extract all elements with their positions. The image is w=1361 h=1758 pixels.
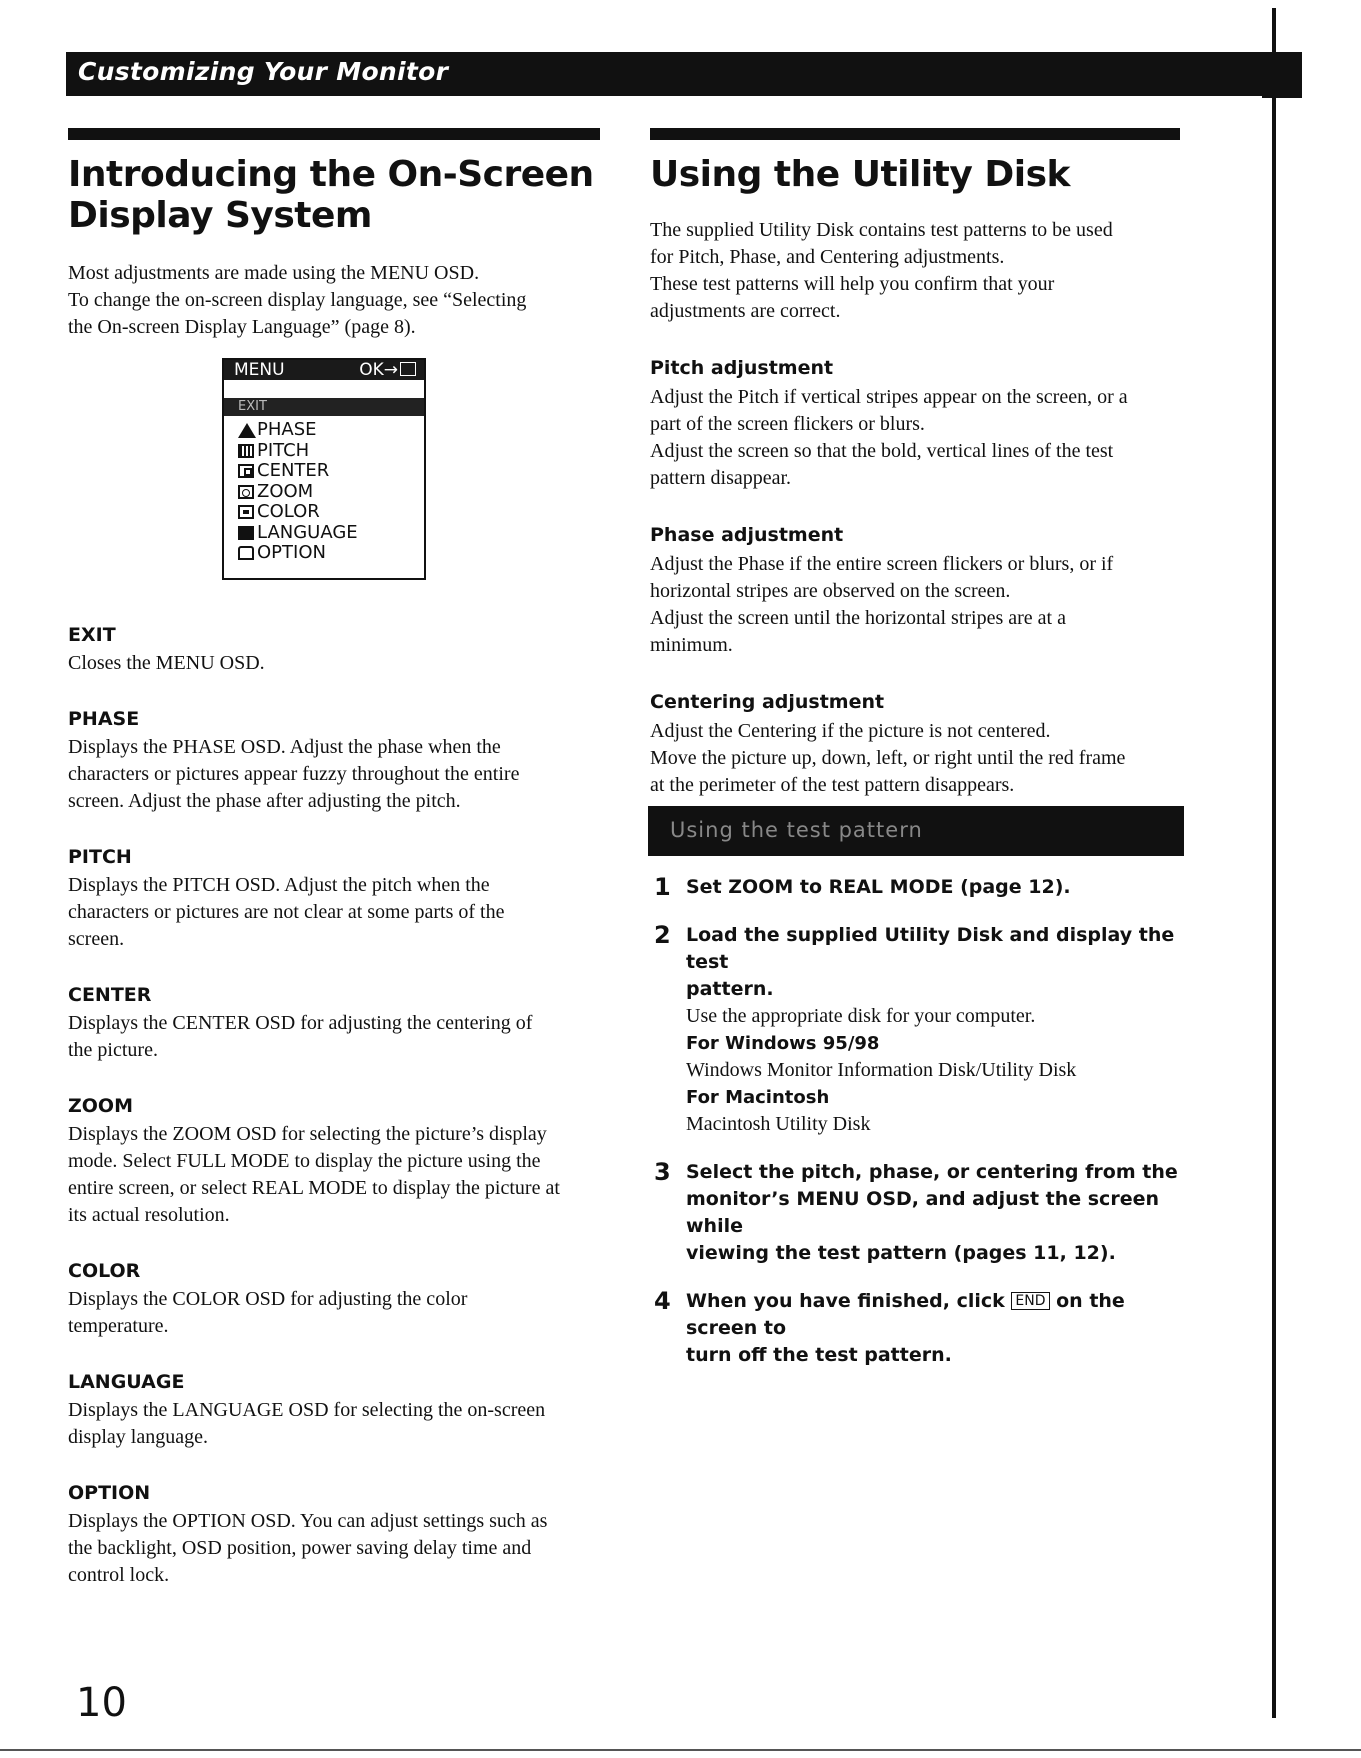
osd-item-definitions [68,622,628,1618]
right-intro-line: for Pitch, Phase, and Centering adjustments. [650,246,1005,268]
definition-term: COLOR [68,1260,141,1282]
step-title-line: monitor’s MENU OSD, and adjust the screen while [686,1188,1159,1237]
left-title-bar [68,128,600,140]
definition-line: control lock. [68,1564,170,1586]
step-body [686,1159,1194,1267]
definition-line: characters or pictures appear fuzzy throughout the entire [68,763,520,785]
osd-exit-row: EXIT [224,398,424,416]
phase-icon [238,423,256,438]
osd-ok-label [359,360,416,380]
pitch-icon [238,444,254,458]
definition-line: Closes the MENU OSD. [68,652,265,674]
zoom-icon [238,485,254,499]
osd-enter-icon [400,362,416,376]
right-title-bar [650,128,1180,140]
step-detail-line: Macintosh Utility Disk [686,1113,871,1135]
page-right-rule [1272,8,1276,1718]
step-3 [654,1159,1194,1267]
step-detail-line: Windows Monitor Information Disk/Utility Disk [686,1059,1077,1081]
definition-line: display language. [68,1426,208,1448]
step-text: on the screen to [686,1290,1125,1339]
osd-item-label: ZOOM [257,480,314,502]
subsection-line: Adjust the screen so that the bold, vertical lines of the test [650,440,1114,462]
osd-item-label: LANGUAGE [257,521,358,543]
osd-item-option [238,543,424,564]
definition-line: Displays the OPTION OSD. You can adjust settings such as [68,1510,548,1532]
osd-item-label: COLOR [257,501,320,522]
subsection-heading: Pitch adjustment [650,357,834,379]
phase-adjustment-section [650,522,1190,659]
definition-line: Displays the PHASE OSD. Adjust the phase when the [68,736,501,758]
test-pattern-steps [654,874,1194,1390]
center-icon [238,464,254,478]
right-intro-line: The supplied Utility Disk contains test patterns to be used [650,219,1113,241]
color-icon [238,505,254,519]
left-intro-line: To change the on-screen display language, see “Selecting [68,289,527,311]
right-intro-line: adjustments are correct. [650,300,841,322]
left-section-title [68,154,628,236]
end-key-label: END [1011,1292,1049,1310]
definition-term: PITCH [68,846,132,868]
language-icon [238,526,254,540]
definition-line: Displays the LANGUAGE OSD for selecting the on-screen [68,1399,546,1421]
definition-center [68,982,628,1064]
step-title-line: Set ZOOM to REAL MODE (page 12). [686,876,1071,898]
step-text: When you have finished, click [686,1290,1012,1312]
definition-line: mode. Select FULL MODE to display the picture using the [68,1150,541,1172]
definition-term: EXIT [68,624,116,646]
right-title-text: Using the Utility Disk [650,154,1070,195]
centering-adjustment-section [650,689,1190,799]
left-intro-line: Most adjustments are made using the MENU OSD. [68,262,480,284]
subsection-line: horizontal stripes are observed on the screen. [650,580,1011,602]
subsection-line: part of the screen flickers or blurs. [650,413,925,435]
definition-line: Displays the PITCH OSD. Adjust the pitch when the [68,874,490,896]
step-detail-line: Use the appropriate disk for your computer. [686,1005,1036,1027]
subsection-line: pattern disappear. [650,467,792,489]
subsection-line: Adjust the Phase if the entire screen flickers or blurs, or if [650,553,1114,575]
right-section-title [650,154,1190,195]
osd-item-list [224,420,424,564]
definition-line: entire screen, or select REAL MODE to display the picture at [68,1177,560,1199]
step-2 [654,922,1194,1138]
osd-item-center [238,461,424,482]
osd-item-label: CENTER [257,460,330,481]
step-title-line [686,1288,1194,1342]
menu-osd-illustration [222,358,426,580]
left-title-text: Introducing the On-Screen Display System [68,154,594,236]
definition-language [68,1369,628,1451]
definition-color [68,1258,628,1340]
page-number: 10 [76,1680,127,1726]
definition-term: LANGUAGE [68,1371,185,1393]
osd-item-label: PHASE [257,419,317,440]
osd-item-color [238,502,424,523]
subsection-line: Adjust the Pitch if vertical stripes appear on the screen, or a [650,386,1128,408]
osd-item-zoom [238,482,424,503]
osd-item-phase [238,420,424,441]
definition-line: Displays the ZOOM OSD for selecting the picture’s display [68,1123,547,1145]
definition-line: screen. Adjust the phase after adjusting the pitch. [68,790,461,812]
osd-item-label: PITCH [257,439,310,461]
step-title-line: Load the supplied Utility Disk and display the test [686,924,1175,973]
definition-term: OPTION [68,1482,151,1504]
header-title: Customizing Your Monitor [78,57,449,86]
right-intro [650,217,1190,325]
definition-line: characters or pictures are not clear at some parts of the [68,901,505,923]
page-bottom-line [0,1749,1361,1751]
step-4 [654,1288,1194,1369]
step-body [686,874,1194,901]
definition-line: the backlight, OSD position, power saving delay time and [68,1537,532,1559]
osd-header [224,360,424,380]
osd-item-language [238,523,424,544]
step-title-line: Select the pitch, phase, or centering from the [686,1161,1178,1183]
osd-menu-label: MENU [234,360,285,380]
definition-line: Displays the CENTER OSD for adjusting the centering of [68,1012,533,1034]
step-number: 1 [654,873,671,901]
subsection-heading: Phase adjustment [650,524,844,546]
definition-term: ZOOM [68,1095,133,1117]
definition-line: screen. [68,928,125,950]
subsection-heading: Centering adjustment [650,691,885,713]
subsection-line: Move the picture up, down, left, or right until the red frame [650,747,1126,769]
right-intro-line: These test patterns will help you confirm that your [650,273,1055,295]
right-column [650,128,1190,799]
step-number: 3 [654,1158,671,1186]
left-column [68,128,628,341]
left-intro-line: the On-screen Display Language” (page 8). [68,316,416,338]
option-icon [238,546,254,560]
pitch-adjustment-section [650,355,1190,492]
definition-phase [68,706,628,815]
step-title-line: viewing the test pattern (pages 11, 12). [686,1242,1116,1264]
osd-ok-text: OK→ [359,360,398,380]
osd-blank-row [224,380,424,398]
left-intro [68,260,628,341]
subsection-line: minimum. [650,634,733,656]
osd-item-pitch [238,441,424,462]
definition-line: the picture. [68,1039,158,1061]
step-detail-subhead: For Macintosh [686,1087,830,1108]
subsection-line: Adjust the Centering if the picture is not centered. [650,720,1051,742]
subsection-line: at the perimeter of the test pattern disappears. [650,774,1015,796]
definition-exit [68,622,628,677]
definition-pitch [68,844,628,953]
step-body [686,922,1194,1138]
definition-term: CENTER [68,984,152,1006]
step-1 [654,874,1194,901]
step-number: 2 [654,921,671,949]
step-number: 4 [654,1287,671,1315]
definition-line: temperature. [68,1315,169,1337]
definition-term: PHASE [68,708,140,730]
step-title-line: pattern. [686,978,774,1000]
osd-item-label: OPTION [257,542,326,563]
definition-line: Displays the COLOR OSD for adjusting the color [68,1288,468,1310]
definition-zoom [68,1093,628,1229]
subsection-line: Adjust the screen until the horizontal stripes are at a [650,607,1066,629]
definition-line: its actual resolution. [68,1204,230,1226]
step-body [686,1288,1194,1369]
header-band-tail [1262,52,1302,98]
test-pattern-band-title: Using the test pattern [670,818,923,842]
definition-option [68,1480,628,1589]
step-title-line: turn off the test pattern. [686,1344,952,1366]
step-detail-subhead: For Windows 95/98 [686,1033,880,1054]
